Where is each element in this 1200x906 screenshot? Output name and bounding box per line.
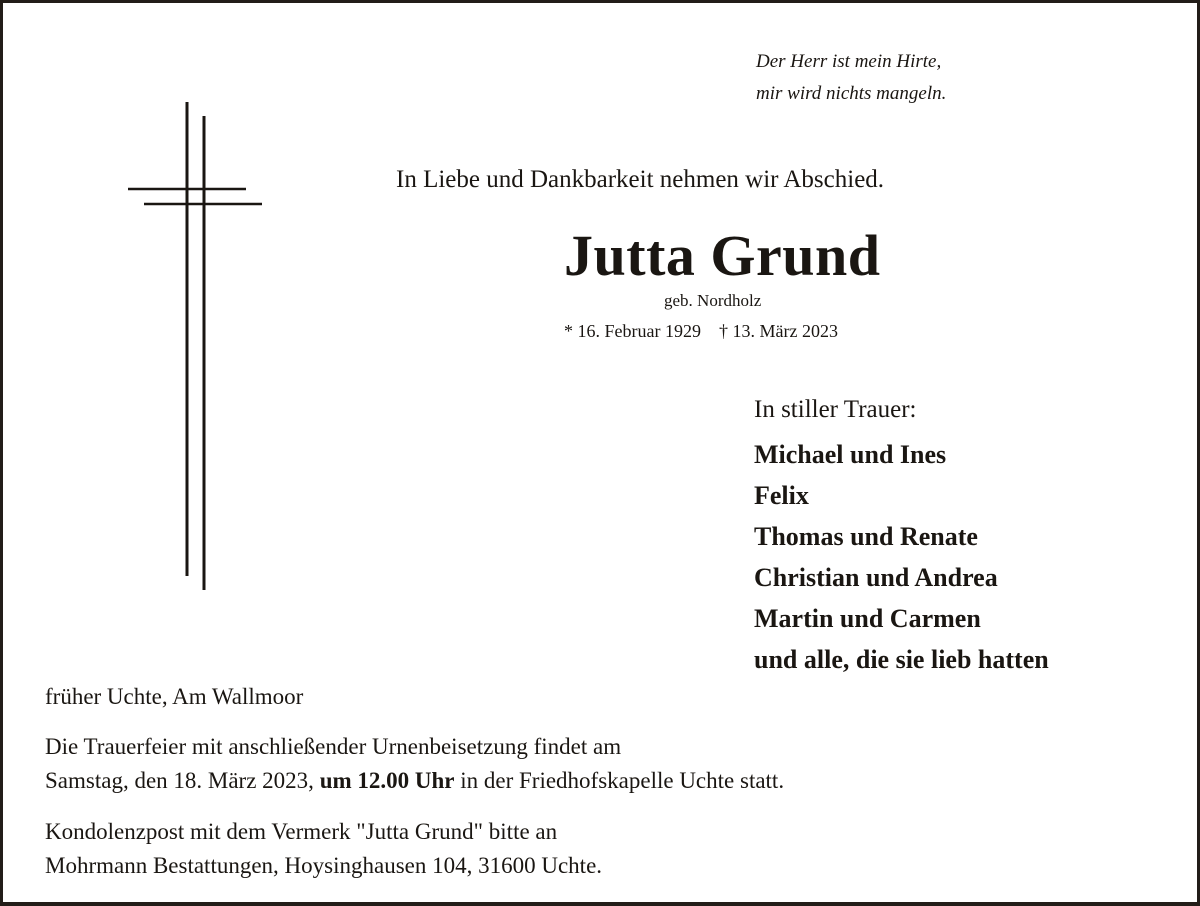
psalm-line-2: mir wird nichts mangeln.: [756, 83, 947, 104]
psalm-quote: [756, 46, 946, 110]
mourners-heading: In stiller Trauer:: [754, 396, 917, 423]
mourner-name: Felix: [754, 481, 809, 510]
ceremony-time: um 12.00 Uhr: [319, 768, 455, 793]
ceremony-line-2: [45, 764, 784, 798]
life-dates: [564, 321, 838, 342]
farewell-intro: In Liebe und Dankbarkeit nehmen wir Abschied.: [396, 166, 885, 193]
maiden-name: geb. Nordholz: [664, 291, 762, 310]
psalm-line-1: Der Herr ist mein Hirte,: [756, 51, 942, 72]
ceremony-notice: [45, 730, 784, 798]
cross-icon: [128, 100, 264, 592]
condolence-notice: [45, 815, 602, 883]
mourner-name: Thomas und Renate: [754, 522, 978, 551]
ceremony-location: in der Friedhofskapelle Uchte statt.: [454, 768, 785, 793]
ceremony-line-1: Die Trauerfeier mit anschließender Urnenbeisetzung findet am: [45, 734, 622, 759]
mourner-name: Martin und Carmen: [754, 604, 981, 633]
deceased-name: Jutta Grund: [564, 223, 881, 288]
mourner-name: Michael und Ines: [754, 440, 947, 469]
condolence-address: Mohrmann Bestattungen, Hoysinghausen 104, 31600 Uchte.: [45, 853, 603, 878]
residence-line: früher Uchte, Am Wallmoor: [45, 684, 304, 709]
mourner-name: Christian und Andrea: [754, 563, 998, 592]
ceremony-date: Samstag, den 18. März 2023,: [45, 768, 320, 793]
death-date: † 13. März 2023: [718, 321, 838, 341]
birth-date: * 16. Februar 1929: [564, 321, 701, 341]
mourner-name: und alle, die sie lieb hatten: [754, 645, 1049, 674]
condolence-line-1: Kondolenzpost mit dem Vermerk "Jutta Grund" bitte an: [45, 819, 558, 844]
mourners-block: [754, 392, 1049, 680]
